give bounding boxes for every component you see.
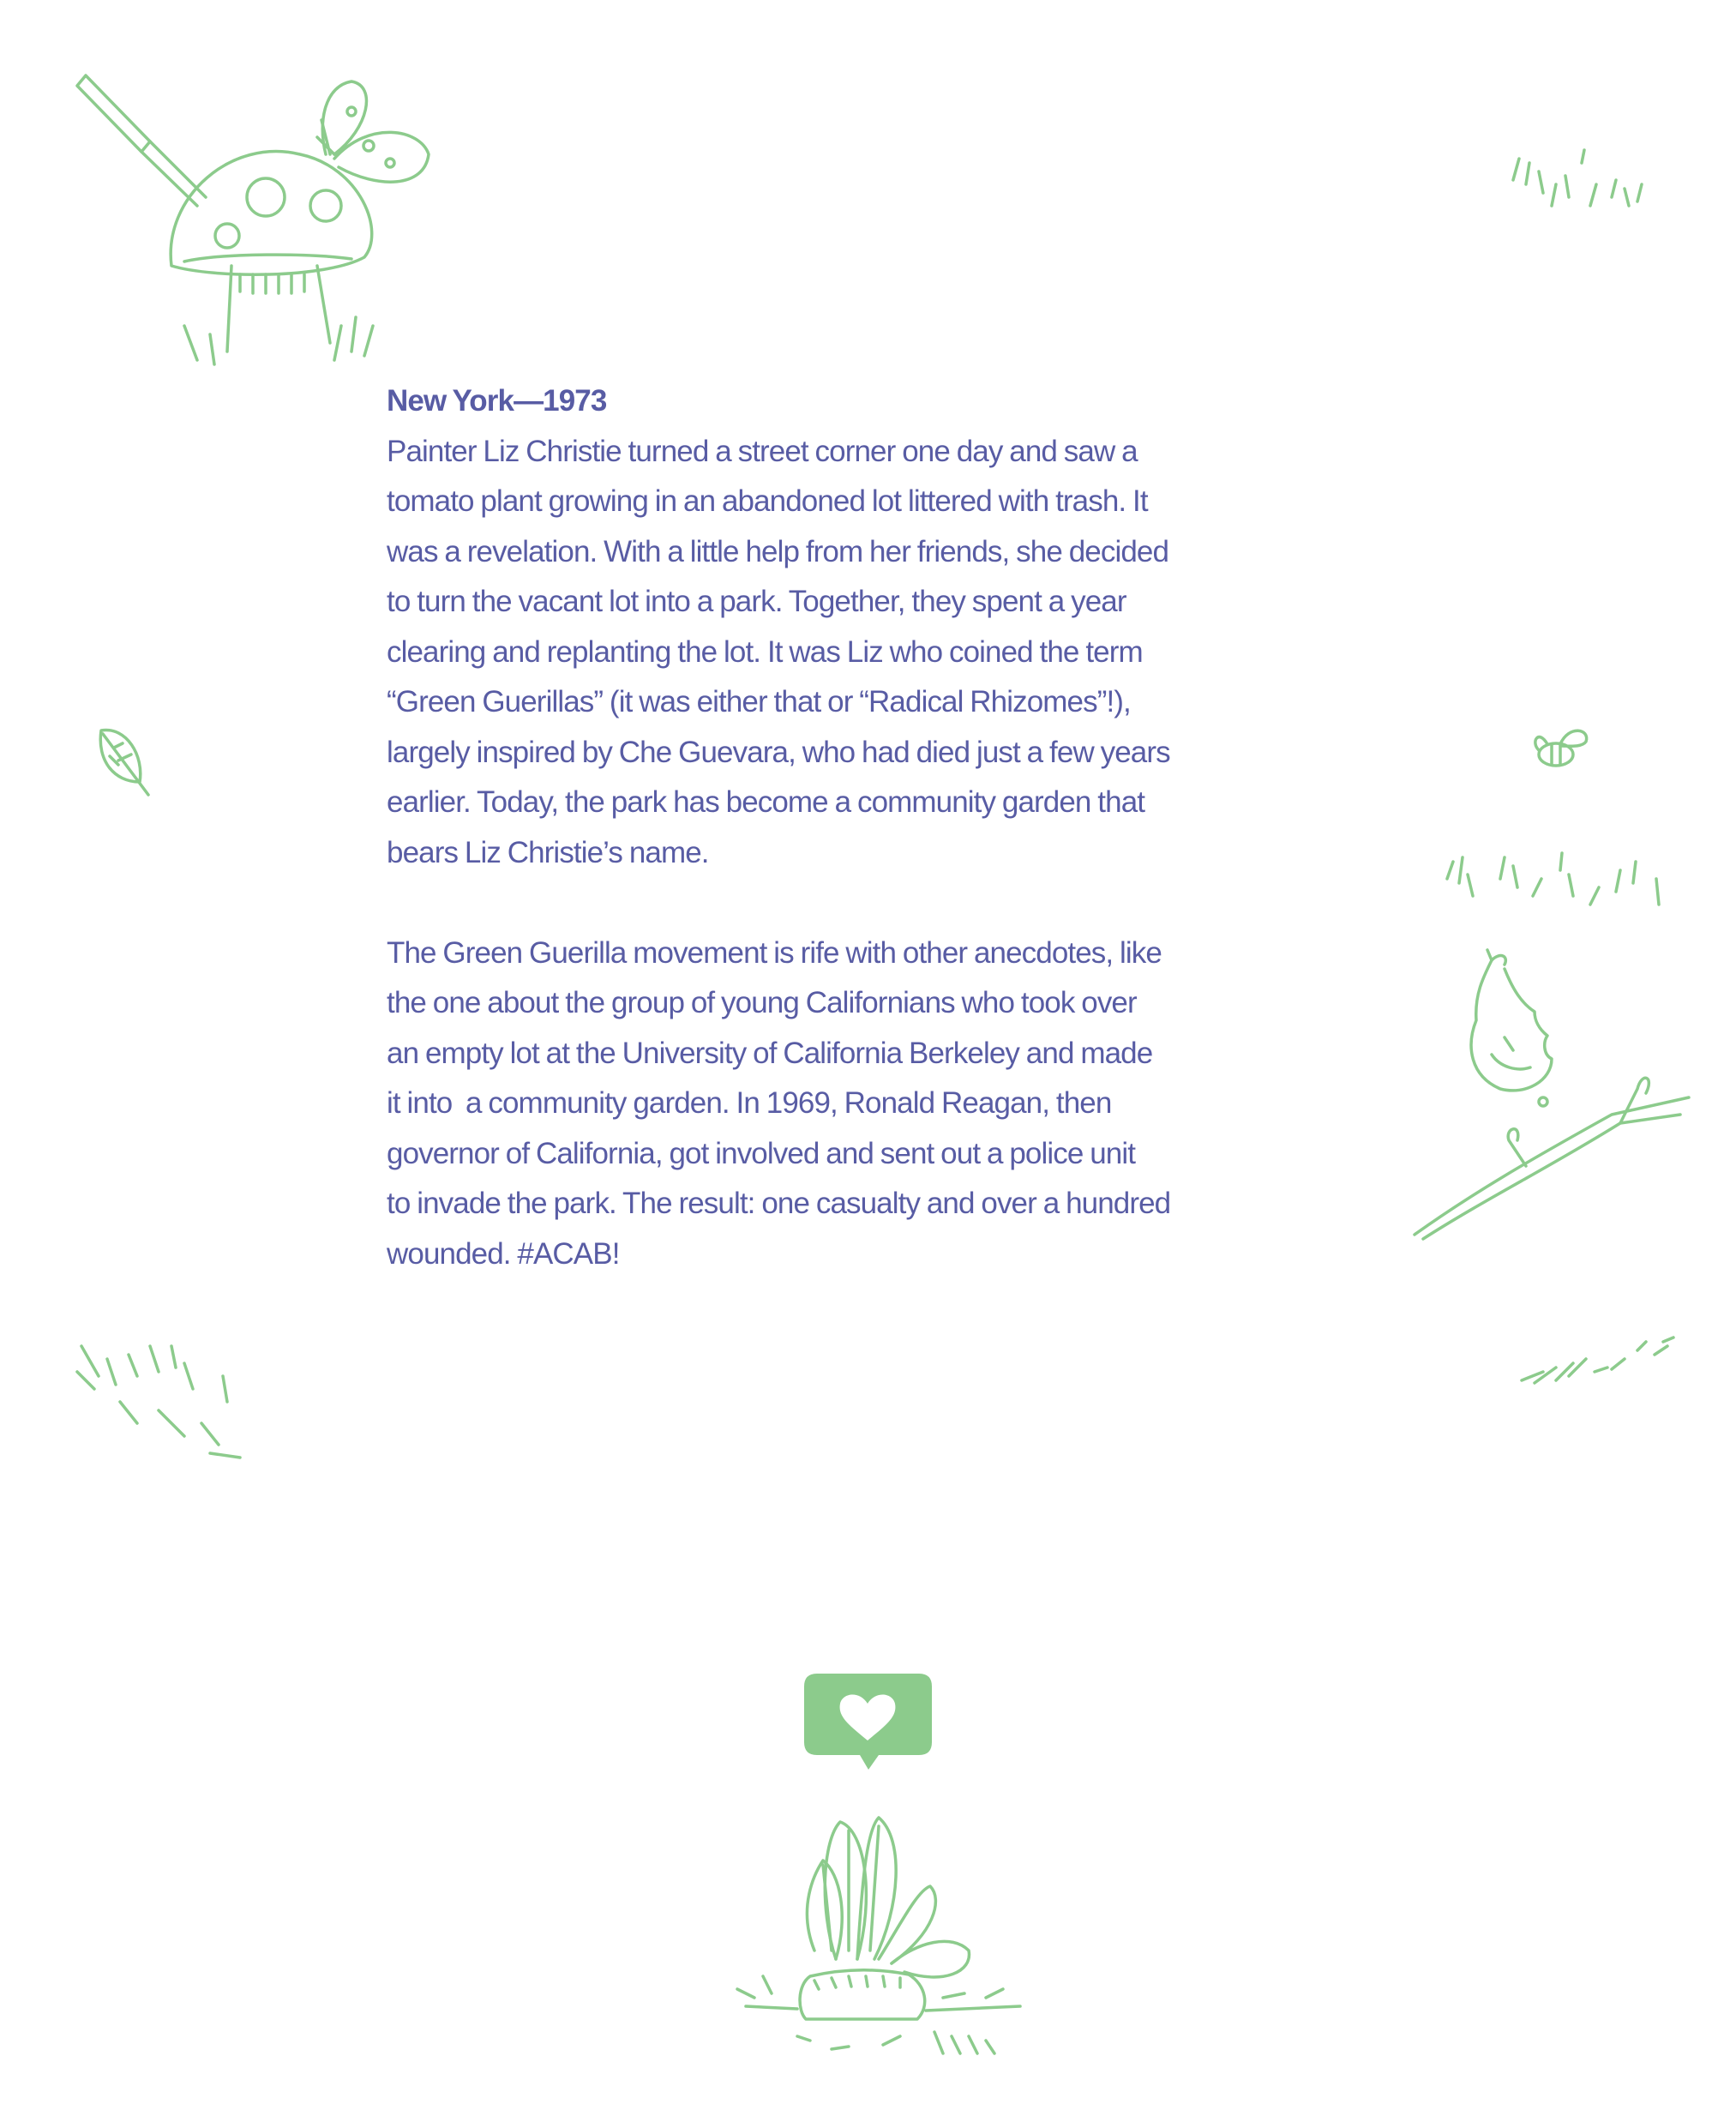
heart-bubble-icon: [802, 1674, 934, 1772]
paragraph-1: [387, 427, 1170, 879]
text-line: was a revelation. With a little help from her friends, she decided: [387, 534, 1169, 568]
text-line: to turn the vacant lot into a park. Together, they spent a year: [387, 585, 1126, 618]
paragraph-gap: [387, 878, 1170, 929]
article: [387, 376, 1170, 1279]
text-line: Painter Liz Christie turned a street corner one day and saw a: [387, 434, 1138, 468]
text-line: wounded. #ACAB!: [387, 1236, 620, 1271]
mushroom-knife-butterfly-icon: [69, 69, 437, 377]
grass-icon: [1509, 146, 1646, 214]
text-line: an empty lot at the University of California Berkeley and made: [387, 1036, 1153, 1070]
text-line: it into a community garden. In 1969, Ronald Reagan, then: [387, 1086, 1112, 1120]
text-line: bears Liz Christie’s name.: [387, 835, 709, 869]
text-line: “Green Guerillas” (it was either that or “Radical Rhizomes”!),: [387, 685, 1131, 718]
beet-plant-icon: [729, 1779, 1029, 2062]
pear-branch-icon: [1406, 943, 1697, 1247]
text-line: earlier. Today, the park has become a community garden that: [387, 785, 1145, 819]
leaf-icon: [93, 722, 153, 799]
grass-icon: [73, 1338, 249, 1462]
text-line: largely inspired by Che Guevara, who had died just a few years: [387, 735, 1170, 769]
text-line: governor of California, got involved and sent out a police unit: [387, 1136, 1136, 1170]
text-line: clearing and replanting the lot. It was Liz who coined the term: [387, 634, 1143, 669]
grass-icon: [1440, 845, 1672, 913]
text-line: to invade the park. The result: one casualty and over a hundred: [387, 1187, 1171, 1220]
bee-icon: [1526, 720, 1595, 776]
text-line: The Green Guerilla movement is rife with other anecdotes, like: [387, 935, 1162, 970]
text-line: tomato plant growing in an abandoned lot littered with trash. It: [387, 484, 1148, 518]
article-title: New York—1973: [387, 384, 607, 418]
grass-icon: [1517, 1333, 1680, 1389]
text-line: the one about the group of young Californians who took over: [387, 986, 1137, 1019]
paragraph-2: [387, 929, 1170, 1280]
